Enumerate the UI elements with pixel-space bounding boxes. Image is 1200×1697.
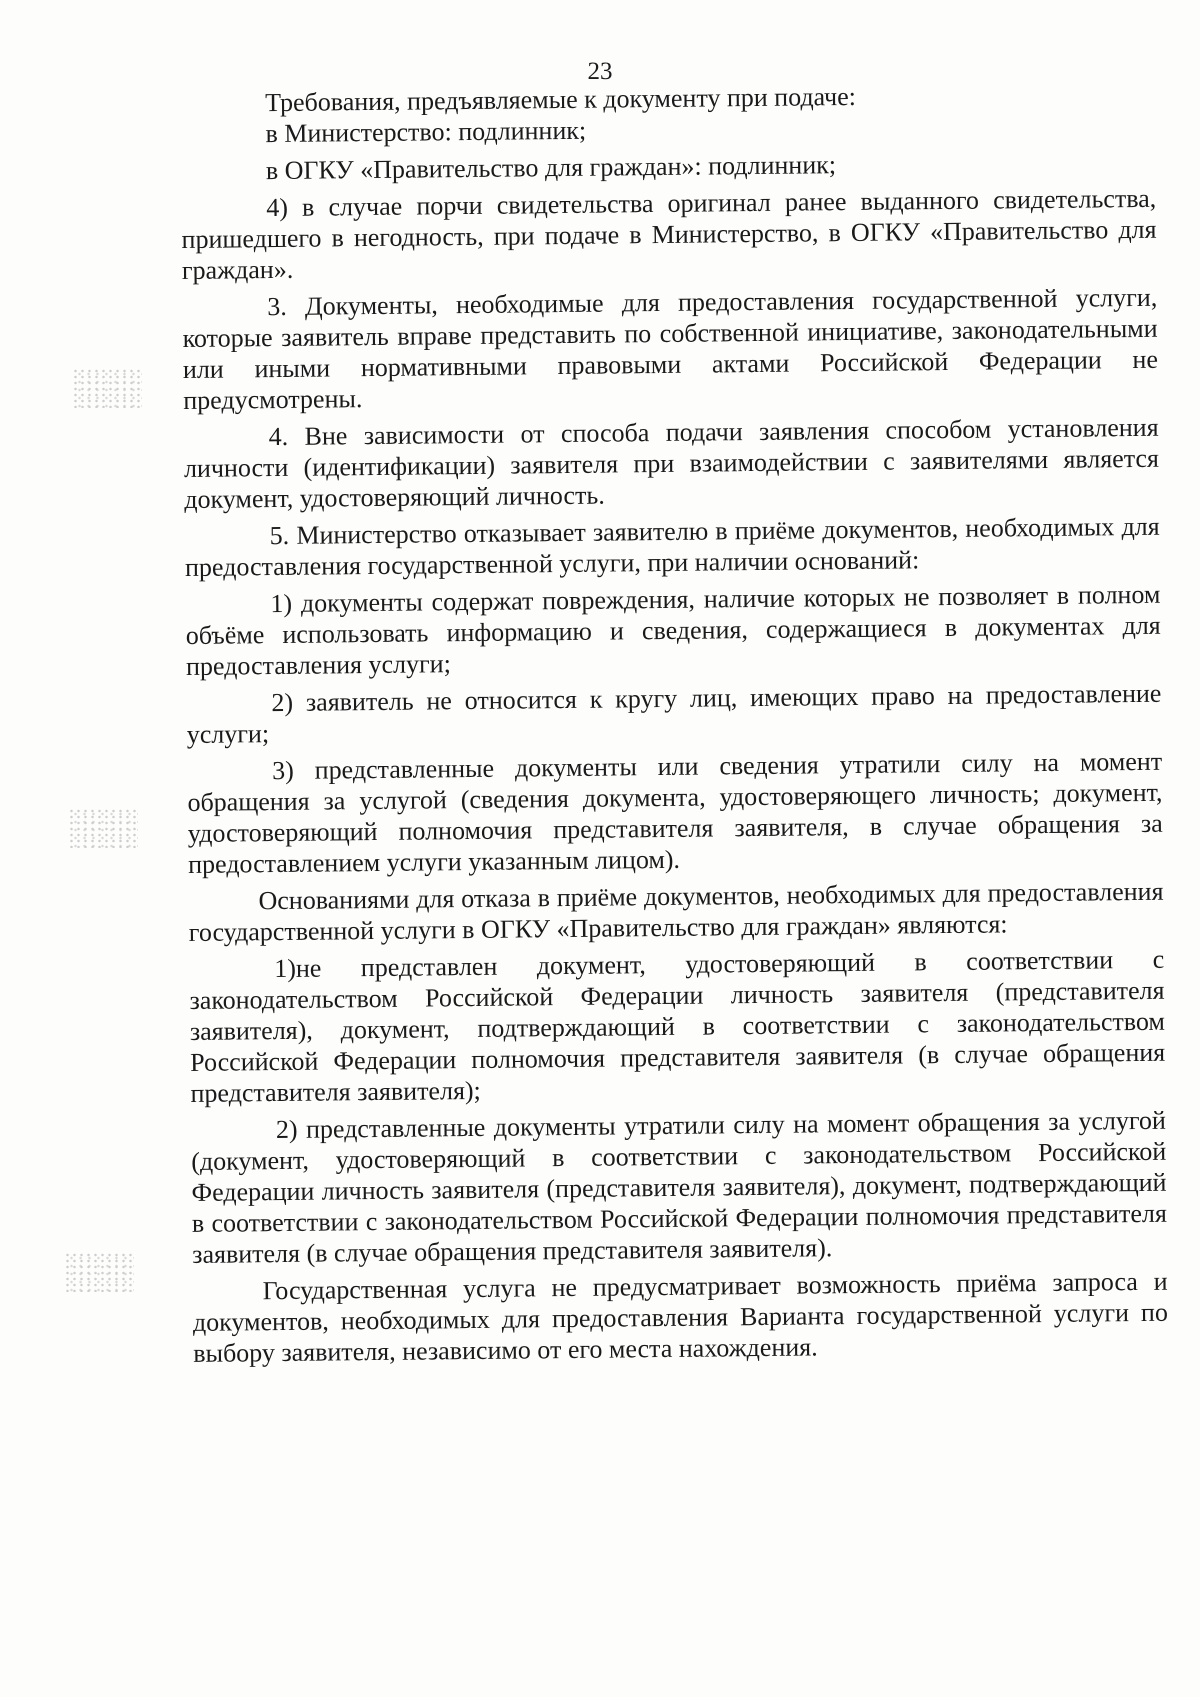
paragraph: 1) документы содержат повреждения, наличие которых не позволяет в полном объёме использовать информацию и сведения, содержащиеся в документах для предоставления услуги; xyxy=(185,579,1161,681)
paragraph: Государственная услуга не предусматривает возможность приёма запроса и документов, необходимых для предоставления Варианта государственной услуги по выбору заявителя, независимо от его места нахождения. xyxy=(192,1266,1169,1368)
paragraph: Основаниями для отказа в приёме документов, необходимых для предоставления государственной услуги в ОГКУ «Правительство для граждан» являются: xyxy=(188,876,1164,947)
paragraph: 4. Вне зависимости от способа подачи заявления способом установления личности (идентификации) заявителя при взаимодействии с заявителями является документ, удостоверяющий личность. xyxy=(183,412,1160,514)
scan-artifact xyxy=(68,808,138,848)
paragraph: 1)не представлен документ, удостоверяющий в соответствии с законодательством Российской Федерации личность заявителя (представителя заявителя), документ, подтверждающий в соответствии с законодательством Российской Федерации полномочия представителя заявителя (в случае обращения представителя заявителя); xyxy=(189,944,1166,1108)
paragraph: 4) в случае порчи свидетельства оригинал ранее выданного свидетельства, пришедшего в негодность, при подаче в Министерство, в ОГКУ «Правительство для граждан». xyxy=(181,183,1157,285)
scan-artifact xyxy=(72,368,142,408)
document-body xyxy=(180,78,1168,1369)
paragraph: 3) представленные документы или сведения утратили силу на момент обращения за услугой (сведения документа, удостоверяющего личность; документ, удостоверяющий полномочия представителя заявителя, в случае обращения за предоставлением услуги указанным лицом). xyxy=(187,746,1163,879)
paragraph: Требования, предъявляемые к документу при подаче: xyxy=(265,81,857,118)
paragraph: 5. Министерство отказывает заявителю в приёме документов, необходимых для предоставления государственной услуги, при наличии оснований: xyxy=(184,511,1160,582)
paragraph: 3. Документы, необходимые для предоставления государственной услуги, которые заявитель вправе представить по собственной инициативе, законодательными или иными нормативными правовыми актами Российской Федерации не предусмотрены. xyxy=(182,282,1159,415)
paragraph: в Министерство: подлинник; xyxy=(265,115,587,149)
paragraph: 2) представленные документы утратили силу на момент обращения за услугой (документ, удостоверяющий в соответствии с законодательством Российской Федерации личность заявителя (представителя заявителя), документ, подтверждающий в соответствии с законодательством Российской Федерации полномочия представителя заявителя (в случае обращения представителя заявителя). xyxy=(191,1105,1167,1269)
paragraph: в ОГКУ «Правительство для граждан»: подлинник; xyxy=(265,150,837,186)
scan-artifact xyxy=(64,1252,134,1292)
paragraph: 2) заявитель не относится к кругу лиц, имеющих право на предоставление услуги; xyxy=(186,678,1162,749)
page-number: 23 xyxy=(587,58,613,85)
